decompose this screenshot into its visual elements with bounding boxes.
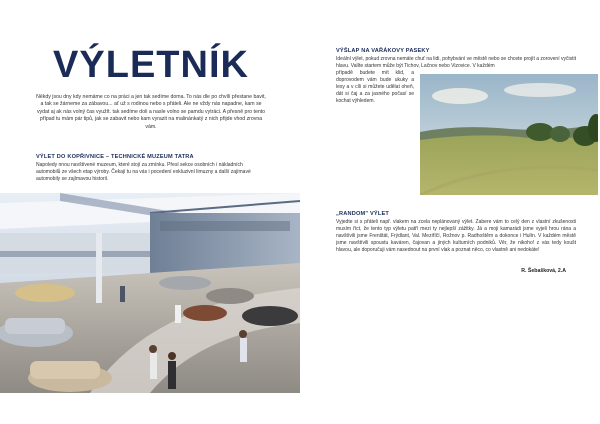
museum-illustration <box>0 193 300 393</box>
section-hike-body-top: Ideální výlet, pokud zrovna nemáte chuť na lidi, pohybvání ve městě nebo se chcete projít a zorovení vyčistit hlavu. Valíte startem může být Tichov, Lačnov nebo Vizovice. V každém <box>336 56 576 69</box>
section-random-heading: „RANDOM" VÝLET <box>336 211 389 217</box>
author-signature: R. Šebašková, 2.A <box>521 268 566 274</box>
museum-photo <box>0 193 300 393</box>
page-title: VÝLETNÍK <box>53 44 249 86</box>
meadow-photo <box>420 74 598 195</box>
meadow-illustration <box>420 74 598 195</box>
section-hike-heading: VÝŠLAP NA VAŘÁKOVY PASEKY <box>336 48 430 54</box>
section-hike-body-side: případě budete mít klid, a doprovodem vám bude ukuky a lesy a v cíli si můžete udělat oheň, dát si čaj a za jasného počasí se kochat výhledem. <box>336 70 414 104</box>
intro-paragraph: Někdy jsou dny kdy nemáme co na práci a jen tak sedíme doma. To nás dle po chvíli přestane bavit, a tak se žárneme za zábavou... ať už s rodinou nebo s přáteli. Ale ne vždy nás napadne, kam se vydat aj ak nás volný čas využít. tak sedíme doli a nasle volno se pamdu vytráci. A přesně pro tento případ tu mám pár tipů, jak se zabavit nebo kam vyrazit na malinánkatý z nich přijde vhod zrovna vám. <box>36 94 266 130</box>
section-museum-heading: VÝLET DO KOPŘIVNICE – TECHNICKÉ MUZEUM TATRA <box>36 154 194 160</box>
section-museum-body: Napoledy nnou navštívené muzeum, které stojí za zmínku. Přesl sekce osobních i nákladních automobilů ze všech etap výroby. Čekají tu na vás i pocedení exkluzivní limuzny a další zajímavé automobily se zajímavou historií. <box>36 162 251 182</box>
section-random-body: Vyjedte si s přáteli např. vlakem na zcela neplánovaný výlet. Zabere vám to celý den z vlastní zkušenosti musím říct, že tento typ výletu patří mezi ty nejlepší zážitky. Já a moji kamarádi jsme vyjeli hrou rána a navštívili jsme Frenštát, Frýdlant, Val. Meziříčí, Rožnov p. Radhoštěm a dokonce i Hulín. V každém městě jsme navštívili spoustu kaváren, čajovan a jiných kulturních podniků. Věr, že nikoho! z vás tedy koušt hlavou, ale doporučuji vám nasednout na první vlak a poznat něco, co vlastně ani nedokáte! <box>336 219 576 253</box>
